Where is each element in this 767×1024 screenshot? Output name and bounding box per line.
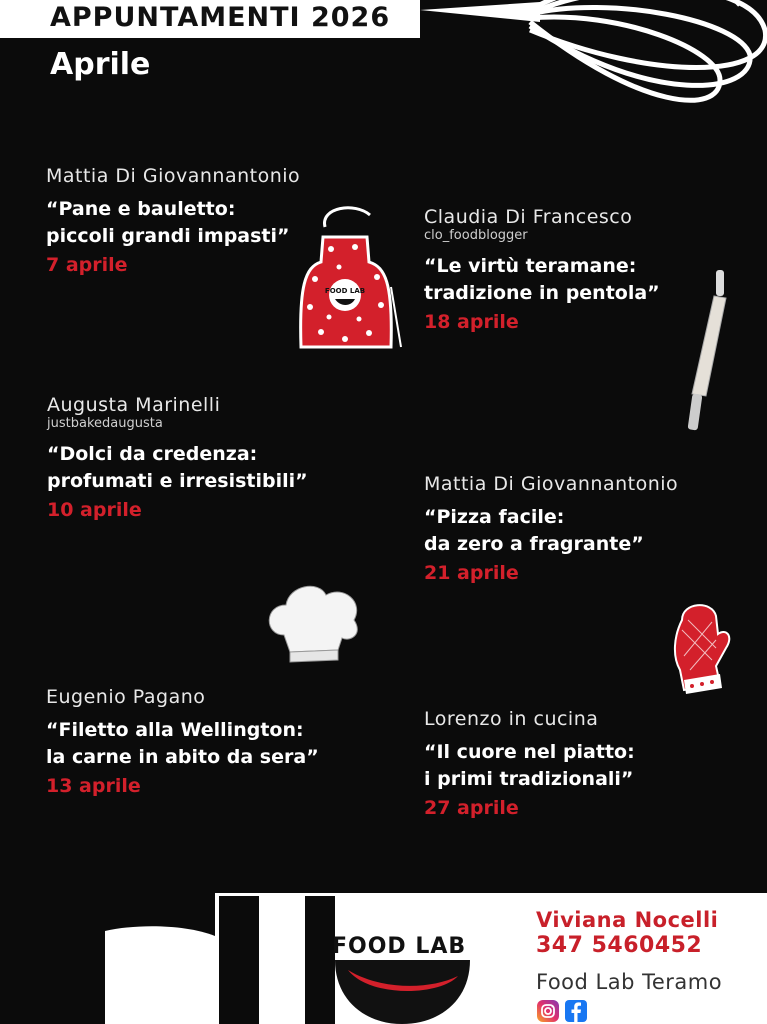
event-title-line: piccoli grandi impasti” bbox=[46, 225, 290, 247]
event-title bbox=[424, 739, 635, 793]
event-2 bbox=[424, 205, 660, 335]
event-date: 13 aprile bbox=[46, 775, 141, 797]
food-lab-bowl-icon bbox=[330, 960, 475, 1024]
event-author: Claudia Di Francesco bbox=[424, 206, 633, 228]
event-handle: justbakedaugusta bbox=[47, 416, 163, 431]
event-title-line: “Dolci da credenza: bbox=[47, 443, 258, 465]
event-title-line: profumati e irresistibili” bbox=[47, 470, 308, 492]
spatula-icon bbox=[105, 896, 345, 1024]
chef-hat-icon bbox=[264, 580, 364, 665]
event-author: Augusta Marinelli bbox=[47, 394, 221, 416]
header-title: APPUNTAMENTI 2026 bbox=[50, 2, 391, 33]
instagram-icon[interactable] bbox=[537, 1000, 559, 1022]
whisk-icon bbox=[420, 0, 767, 120]
facebook-icon[interactable] bbox=[565, 1000, 587, 1022]
event-title-line: da zero a fragrante” bbox=[424, 533, 644, 555]
event-title-line: “Filetto alla Wellington: bbox=[46, 719, 304, 741]
event-date: 21 aprile bbox=[424, 562, 519, 584]
event-handle: clo_foodblogger bbox=[424, 228, 528, 243]
event-6 bbox=[424, 707, 635, 821]
contact-phone[interactable]: 347 5460452 bbox=[536, 933, 703, 958]
event-title-line: la carne in abito da sera” bbox=[46, 746, 319, 768]
event-3 bbox=[47, 393, 308, 523]
event-author: Lorenzo in cucina bbox=[424, 708, 599, 730]
apron-logo-text: FOOD LAB bbox=[324, 287, 366, 295]
event-title bbox=[46, 717, 319, 771]
event-title bbox=[47, 441, 308, 495]
event-title bbox=[424, 253, 660, 307]
event-title-line: “Il cuore nel piatto: bbox=[424, 741, 635, 763]
event-title-line: “Pizza facile: bbox=[424, 506, 565, 528]
contact-name: Viviana Nocelli bbox=[536, 908, 719, 932]
rolling-pin-icon bbox=[684, 268, 734, 438]
event-title-line: “Pane e bauletto: bbox=[46, 198, 236, 220]
event-title bbox=[424, 504, 678, 558]
event-date: 18 aprile bbox=[424, 311, 519, 333]
event-4 bbox=[424, 472, 678, 586]
apron-icon bbox=[295, 207, 405, 357]
event-5 bbox=[46, 685, 319, 799]
event-author: Mattia Di Giovannantonio bbox=[46, 165, 301, 187]
month-label: Aprile bbox=[50, 47, 151, 82]
event-title bbox=[46, 196, 300, 250]
event-date: 7 aprile bbox=[46, 254, 128, 276]
oven-mitt-icon bbox=[668, 600, 733, 695]
page-name: Food Lab Teramo bbox=[536, 970, 723, 994]
food-lab-logo: FOOD LAB bbox=[332, 934, 467, 959]
event-title-line: i primi tradizionali” bbox=[424, 768, 634, 790]
event-1 bbox=[46, 164, 300, 278]
event-title-line: tradizione in pentola” bbox=[424, 282, 660, 304]
event-date: 27 aprile bbox=[424, 797, 519, 819]
event-author: Mattia Di Giovannantonio bbox=[424, 473, 679, 495]
event-author: Eugenio Pagano bbox=[46, 686, 206, 708]
event-date: 10 aprile bbox=[47, 499, 142, 521]
event-title-line: “Le virtù teramane: bbox=[424, 255, 637, 277]
